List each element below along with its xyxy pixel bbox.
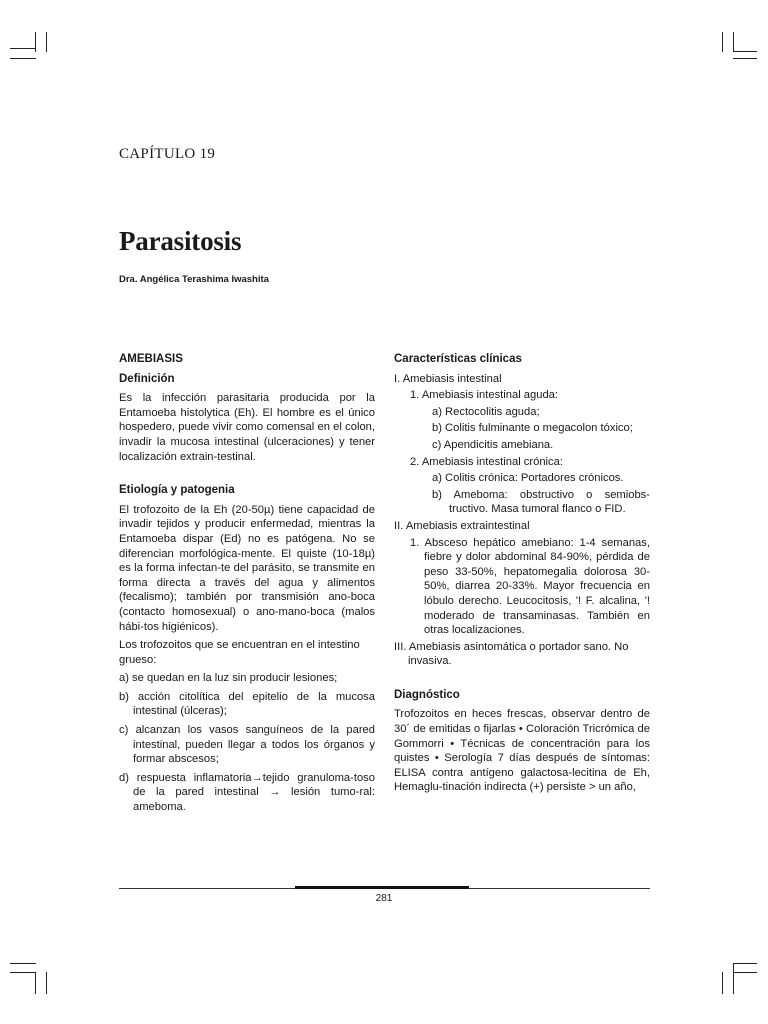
definition-heading: Definición	[119, 372, 175, 385]
etiology-text: El trofozoito de la Eh (20-50µ) tiene capacidad de invadir tejidos y producir enfermedad, mientras la Entamoeba dispar (Ed) no es patógena. No se diferencian morfológica-mente. El quiste (10-18µ) es la forma infectan-te del parásito, se transmite en forma directa a través del agua y alimentos (fecalismo); también por transmisión ano-boca (contacto homosexual) o ano-mano-boca (malos hábi-tos higiénicos).	[119, 503, 375, 633]
definition-text: Es la infección parasitaria producida por la Entamoeba histolytica (Eh). El hombre es el único hospedero, puede vivir como comensal en el colon, invadir la mucosa intestinal (ulceraciones) y tener localización extrain-testinal.	[119, 392, 375, 463]
chapter-label: CAPÍTULO 19	[119, 146, 216, 162]
etiology-heading: Etiología y patogenia	[119, 484, 235, 497]
list-item: 1. Absceso hepático amebiano: 1-4 semanas, fiebre y dolor abdominal 84-90%, pérdida de peso 33-50%, hepatomegalia dolorosa 30-50%, diarrea 20-33%. Mayor frecuencia en lóbulo derecho. Leucocitosis, '! F. alcalina, '! moderado de transaminasas. También en otras localizaciones.	[410, 536, 650, 637]
page-title: Parasitosis	[119, 226, 242, 256]
clinical-heading: Características clínicas	[394, 353, 522, 365]
crop-mark-bottom-right-v2	[733, 963, 734, 994]
list-item: b) Colitis fulminante o megacolon tóxico;	[432, 422, 633, 435]
trophozoite-intro: Los trofozoitos que se encuentran en el intestino grueso:	[119, 639, 360, 666]
crop-mark-bottom-left-h2	[10, 972, 36, 973]
diagnosis-text: Trofozoitos en heces frescas, observar dentro de 30´ de emitidas o fijarlas • Coloración Tricrómica de Gommorri • Técnicas de concentración para los quistes • Serología 7 días después de síntomas: ELISA contra antígeno galactosa-lecitina de Eh, Hemaglu-tinación indirecta (+) persiste > un año,	[394, 708, 650, 794]
crop-mark-bottom-right-h2	[733, 972, 757, 973]
crop-mark-bottom-right-h	[733, 963, 757, 964]
page-number: 281	[375, 893, 393, 904]
list-item: c) Apendicitis amebiana.	[432, 438, 554, 451]
list-item: a) Colitis crónica: Portadores crónicos.	[432, 472, 624, 485]
crop-mark-bottom-right-v1	[722, 972, 723, 994]
diagnosis-heading: Diagnóstico	[394, 688, 460, 701]
list-item: I. Amebiasis intestinal	[394, 372, 502, 385]
list-item: 2. Amebiasis intestinal crónica:	[410, 455, 563, 468]
crop-mark-top-left-h	[10, 48, 36, 49]
list-item: III. Amebiasis asintomática o portador sano. No invasiva.	[394, 640, 629, 668]
crop-mark-top-right-h2	[733, 58, 757, 59]
crop-mark-bottom-left-v2	[46, 972, 47, 994]
crop-mark-top-right-v1	[722, 32, 723, 52]
crop-mark-top-left-h2	[10, 58, 36, 59]
crop-mark-top-left-v2	[46, 32, 47, 52]
crop-mark-bottom-left-v1	[35, 972, 36, 994]
crop-mark-bottom-left-h	[10, 963, 36, 964]
list-item: b) acción citolítica del epitelio de la mucosa intestinal (úlceras);	[119, 690, 375, 718]
list-item: II. Amebiasis extraintestinal	[394, 519, 530, 532]
footer-bar	[295, 886, 469, 889]
list-item: d) respuesta inflamatoria→tejido granuloma-toso de la pared intestinal → lesión tumo-ral: ameboma.	[119, 771, 375, 814]
left-column	[119, 352, 375, 819]
list-item: 1. Amebiasis intestinal aguda:	[410, 389, 559, 402]
right-column	[394, 352, 650, 799]
list-item: a) Rectocolitis aguda;	[432, 405, 540, 418]
author-line: Dra. Angélica Terashima Iwashita	[119, 274, 269, 285]
list-item: a) se quedan en la luz sin producir lesiones;	[119, 672, 338, 685]
crop-mark-top-right-h	[733, 51, 757, 52]
section-heading-amebiasis: AMEBIASIS	[119, 353, 183, 365]
list-item: b) Ameboma: obstructivo o semiobs-tructivo. Masa tumoral flanco o FID.	[432, 488, 650, 516]
list-item: c) alcanzan los vasos sanguíneos de la pared intestinal, pueden llegar a todos los órganos y formar abscesos;	[119, 724, 375, 766]
crop-mark-top-right-v2	[733, 32, 734, 52]
crop-mark-top-left-v1	[35, 32, 36, 52]
